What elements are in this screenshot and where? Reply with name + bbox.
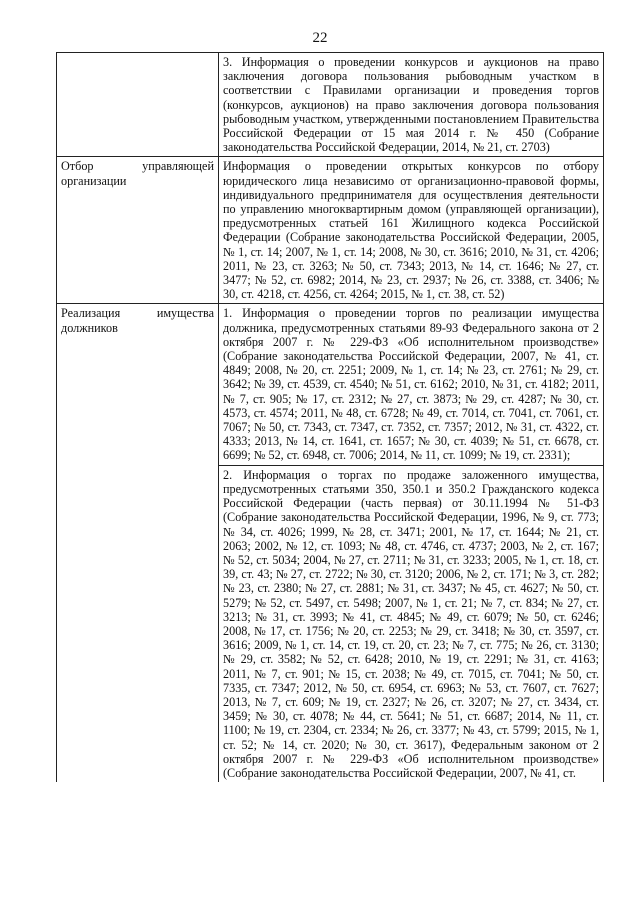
table-row xyxy=(57,53,604,157)
description-paragraph: 3. Информация о проведении конкурсов и аукционов на право заключения договора пользования рыбоводным участком в соответствии с Правилами организации и проведения торгов (конкурсов, аукционов) на право заключения договора пользования рыбоводным участком, утвержденными постановлением Правительства Российской Федерации от 15 мая 2014 г. № 450 (Собрание законодательства Российской Федерации, 2014, № 21, ст. 2703) xyxy=(223,55,599,155)
row-category: Отбор управляющей организации xyxy=(57,157,219,304)
row-category xyxy=(57,53,219,157)
description-paragraph: Информация о проведении открытых конкурсов по отбору юридического лица независимо от организационно-правовой формы, индивидуального предпринимателя для осуществления деятельности по управлению многоквартирным домом (управляющей организации), предусмотренных статьей 161 Жилищного кодекса Российской Федерации (Собрание законодательства Российской Федерации, 2005, № 1, ст. 14; 2007, № 1, ст. 14; 2008, № 30, ст. 3616; 2010, № 31, ст. 4206; 2011, № 23, ст. 3263; № 50, ст. 7343; 2013, № 14, ст. 1646; № 27, ст. 3477; № 52, ст. 6982; 2014, № 23, ст. 2937; № 26, ст. 3388, ст. 3406; № 30, ст. 4218, ст. 4256, ст. 4264; 2015, № 1, ст. 38, ст. 52) xyxy=(223,159,599,302)
row-description xyxy=(219,157,604,304)
page-number: 22 xyxy=(312,30,328,46)
row-description xyxy=(219,53,604,157)
row-description xyxy=(219,465,604,782)
table-row xyxy=(57,304,604,465)
info-table xyxy=(56,52,604,782)
row-category: Реализация имущества должников xyxy=(57,304,219,782)
description-paragraph: 1. Информация о проведении торгов по реализации имущества должника, предусмотренных статьями 89-93 Федерального закона от 2 октября 2007 г. № 229-ФЗ «Об исполнительном производстве» (Собрание законодательства Российской Федерации, 2007, № 41, ст. 4849; 2008, № 20, ст. 2251; 2009, № 1, ст. 14; № 23, ст. 2761; № 29, ст. 3642; № 39, ст. 4539, ст. 4540; № 51, ст. 6162; 2010, № 31, ст. 4182; 2011, № 7, ст. 905; № 17, ст. 2312; № 27, ст. 3873; № 29, ст. 4287; № 30, ст. 4573, ст. 4574; 2011, № 48, ст. 6728; № 49, ст. 7014, ст. 7041, ст. 7061, ст. 7067; № 50, ст. 7343, ст. 7347, ст. 7352, ст. 7357; 2012, № 31, ст. 4322, ст. 4333; 2013, № 14, ст. 1641, ст. 1657; № 30, ст. 4039; № 51, ст. 6678, ст. 6699; № 52, ст. 6948, ст. 7006; 2014, № 11, ст. 1099; № 19, ст. 2331); xyxy=(223,306,599,463)
row-description xyxy=(219,304,604,465)
description-paragraph: 2. Информация о торгах по продаже заложенного имущества, предусмотренных статьями 350, 350.1 и 350.2 Гражданского кодекса Российской Федерации (часть первая) от 30.11.1994 № 51-ФЗ (Собрание законодательства Российской Федерации, 1996, № 9, ст. 773; № 34, ст. 4026; 1999, № 28, ст. 3471; 2001, № 17, ст. 1644; № 21, ст. 2063; 2002, № 12, ст. 1093; № 48, ст. 4746, ст. 4737; 2003, № 2, ст. 167; № 52, ст. 5034; 2004, № 27, ст. 2711; № 31, ст. 3233; 2005, № 1, ст. 18, ст. 39, ст. 43; № 27, ст. 2722; № 30, ст. 3120; 2006, № 2, ст. 171; № 3, ст. 282; № 23, ст. 2380; № 27, ст. 2881; № 31, ст. 3437; № 45, ст. 4627; № 50, ст. 5279; № 52, ст. 5497, ст. 5498; 2007, № 1, ст. 21; № 7, ст. 834; № 27, ст. 3213; № 31, ст. 3993; № 41, ст. 4845; № 49, ст. 6079; № 50, ст. 6246; 2008, № 17, ст. 1756; № 20, ст. 2253; № 29, ст. 3418; № 30, ст. 3597, ст. 3616; 2009, № 1, ст. 14, ст. 19, ст. 20, ст. 23; № 7, ст. 775; № 26, ст. 3130; № 29, ст. 3582; № 52, ст. 6428; 2010, № 19, ст. 2291; № 31, ст. 4163; 2011, № 7, ст. 901; № 15, ст. 2038; № 49, ст. 7015, ст. 7041; № 50, ст. 7335, ст. 7347; 2012, № 50, ст. 6954, ст. 6963; № 53, ст. 7607, ст. 7627; 2013, № 7, ст. 609; № 19, ст. 2327; № 26, ст. 3207; № 27, ст. 3434, ст. 3459; № 30, ст. 4078; № 44, ст. 5641; № 51, ст. 6687; 2014, № 11, ст. 1100; № 19, ст. 2304, ст. 2334; № 26, ст. 3377; № 43, ст. 5799; 2015, № 1, ст. 52; № 14, ст. 2020; № 30, ст. 3617), Федеральным законом от 2 октября 2007 г. № 229-ФЗ «Об исполнительном производстве» (Собрание законодательства Российской Федерации, 2007, № 41, ст. xyxy=(223,467,599,780)
table-row xyxy=(57,157,604,304)
